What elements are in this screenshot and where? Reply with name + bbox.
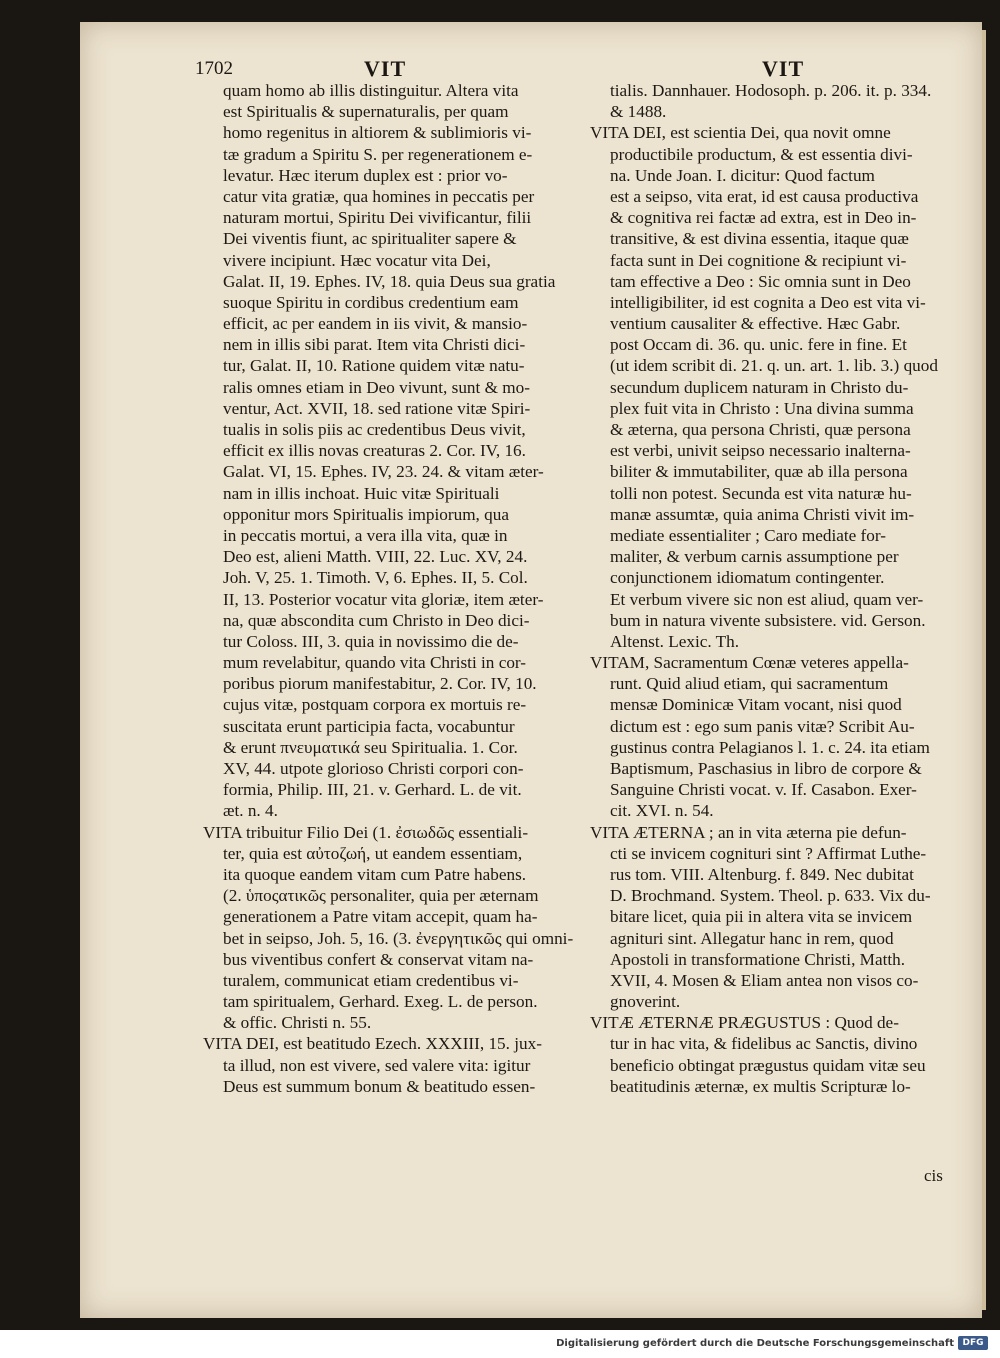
text-line: tæ gradum a Spiritu S. per regenerationem e- — [223, 144, 533, 164]
text-line: na, quæ absconditа cum Christo in Deo dici- — [223, 610, 530, 630]
text-line: efficit ex illis novas creaturas 2. Cor. IV, 16. — [223, 441, 526, 461]
text-line: secundum duplicem naturam in Christo du- — [610, 377, 909, 397]
text-line: & erunt πνευματικά seu Spiritualia. 1. Cor. — [223, 737, 518, 757]
text-line: bum in natura vivente subsistere. vid. Gerson. — [610, 610, 926, 630]
text-line: vivere incipiunt. Hæc vocatur vita Dei, — [223, 250, 491, 270]
text-line: manæ assumtæ, quia anima Christi vivit im- — [610, 504, 915, 524]
text-line: est verbi, univit seipso necessario inalterna- — [610, 441, 911, 461]
text-line: productibile productum, & est essentia divi- — [610, 144, 913, 164]
text-line: naturam mortui, Spiritu Dei vivificantur, filii — [223, 208, 532, 228]
text-line: cujus vitæ, postquam corpora ex mortuis re- — [223, 695, 527, 715]
text-line: beatitudinis æternæ, ex multis Scripturæ lo- — [610, 1076, 911, 1096]
text-line: homo regenitus in altiorem & sublimioris vi- — [223, 123, 532, 143]
text-line: ralis omnes etiam in Deo vivunt, sunt & mo- — [223, 377, 530, 397]
right-column — [590, 80, 962, 1097]
text-line: formia, Philip. III, 21. v. Gerhard. L. de vit. — [223, 780, 522, 800]
running-head-left: VIT — [364, 56, 407, 81]
dfg-logo-icon: DFG — [958, 1336, 988, 1350]
footer-credit: Digitalisierung gefördert durch die Deutsche Forschungsgemeinschaft — [556, 1338, 954, 1349]
text-line: facta sunt in Dei cognitione & recipiunt vi- — [610, 250, 907, 270]
text-line: II, 13. Posterior vocatur vita gloriæ, item æter- — [223, 589, 544, 609]
text-line: turalem, communicat etiam credentibus vi- — [223, 970, 519, 990]
text-line: Deo est, alieni Matth. VIII, 22. Luc. XV, 24. — [223, 547, 528, 567]
text-line: VITA ÆTERNA ; an in vita æterna pie defun- — [590, 822, 907, 842]
catchword: cis — [924, 1166, 943, 1185]
text-line: cti se invicem cognituri sint ? Affirmat Luthe- — [610, 843, 927, 863]
digitization-footer — [0, 1330, 1000, 1358]
text-line: cit. XVI. n. 54. — [610, 801, 714, 821]
text-line: in peccatis mortui, a vera illa vita, quæ in — [223, 525, 508, 545]
text-line: est Spiritualis & supernaturalis, per quam — [223, 102, 509, 122]
text-line: VITAM, Sacramentum Cœnæ veteres appella- — [590, 653, 909, 673]
text-line: VITA DEI, est scientia Dei, qua novit omne — [590, 123, 891, 143]
text-line: intelligibiliter, id est cognita a Deo est vita vi- — [610, 292, 926, 312]
text-line: tialis. Dannhauer. Hodosoph. p. 206. it. p. 334. — [610, 81, 932, 100]
text-line: ita quoque eandem vitam cum Patre habens. — [223, 864, 527, 884]
text-line: ter, quia est αὐτοζωή, ut eandem essentiam, — [223, 843, 523, 863]
text-line: tam effective a Deo : Sic omnia sunt in Deo — [610, 271, 911, 291]
text-line: tur in hac vita, & fidelibus ac Sanctis, divino — [610, 1034, 918, 1054]
text-line: æt. n. 4. — [223, 801, 278, 821]
text-line: suoque Spiritu in cordibus credentium eam — [223, 292, 519, 312]
text-line: ta illud, non est vivere, sed valere vita: igitur — [223, 1055, 531, 1075]
text-line: tolli non potest. Secunda est vita naturæ hu- — [610, 483, 912, 503]
text-line: (ut idem scribit di. 21. q. un. art. 1. lib. 3.) quod — [610, 356, 938, 376]
text-line: nem in illis sibi parat. Item vita Christi dici- — [223, 335, 526, 355]
text-line: Sanguine Christi vocat. v. If. Casabon. Exer- — [610, 780, 917, 800]
text-line: Galat. II, 19. Ephes. IV, 18. quia Deus sua gratia — [223, 271, 556, 291]
text-line: Apostoli in transformatione Christi, Matth. — [610, 949, 906, 969]
text-line: & offic. Christi n. 55. — [223, 1013, 372, 1033]
text-line: & æterna, qua persona Christi, quæ persona — [610, 420, 911, 439]
running-head-right: VIT — [762, 56, 805, 81]
text-line: Altenst. Lexic. Th. — [610, 631, 740, 651]
text-line: Joh. V, 25. 1. Timoth. V, 6. Ephes. II, 5. Col. — [223, 568, 528, 588]
text-line: ventur, Act. XVII, 18. sed ratione vitæ Spiri- — [223, 398, 531, 418]
text-line: Galat. VI, 15. Ephes. IV, 23. 24. & vitam æter- — [223, 462, 544, 482]
text-line: runt. Quid aliud etiam, qui sacramentum — [610, 674, 889, 694]
text-line: Baptismum, Paschasius in libro de corpore & — [610, 759, 922, 778]
text-line: tur Coloss. III, 3. quia in novissimo die de- — [223, 631, 519, 651]
text-line: conjunctionem idiomatum contingenter. — [610, 568, 885, 588]
text-line: tualis in solis piis ac credentibus Deus vivit, — [223, 420, 526, 439]
text-line: rus tom. VIII. Altenburg. f. 849. Nec dubitat — [610, 864, 914, 884]
text-line: VITÆ ÆTERNÆ PRÆGUSTUS : Quod de- — [590, 1013, 899, 1033]
text-line: nam in illis inchoat. Huic vitæ Spirituali — [223, 483, 500, 503]
text-line: opponitur mors Spiritualis impiorum, qua — [223, 504, 509, 524]
text-line: VITA tribuitur Filio Dei (1. ἐσιωδῶς essentiali- — [203, 822, 529, 842]
text-line: XV, 44. utpote glorioso Christi corpori con- — [223, 759, 524, 778]
text-line: mensæ Dominicæ Vitam vocant, nisi quod — [610, 695, 902, 715]
text-line: suscitata erunt participia facta, vocabuntur — [223, 716, 515, 736]
text-line: tam spiritualem, Gerhard. Exeg. L. de person. — [223, 992, 538, 1012]
text-line: & cognitiva rei factæ ad extra, est in Deo in- — [610, 208, 917, 228]
text-line: catur vita gratiæ, qua homines in peccatis per — [223, 186, 535, 206]
text-line: post Occam di. 36. qu. unic. fere in fine. Et — [610, 335, 907, 355]
text-line: transitive, & est divina essentia, itaque quæ — [610, 229, 909, 249]
text-line: & 1488. — [610, 102, 667, 122]
text-line: agnituri sint. Allegatur hanc in rem, quod — [610, 928, 894, 948]
text-line: na. Unde Joan. I. dicitur: Quod factum — [610, 165, 875, 185]
text-line: efficit, ac per eandem in iis vivit, & mansio- — [223, 314, 528, 334]
text-line: levatur. Hæc iterum duplex est : prior vo- — [223, 165, 508, 185]
text-line: mum revelabitur, quando vita Christi in cor- — [223, 653, 527, 673]
page-number: 1702 — [195, 58, 233, 79]
text-line: beneficio obtingat prægustus quidam vitæ seu — [610, 1055, 926, 1075]
text-line: bus viventibus confert & conservat vitam na- — [223, 949, 534, 969]
text-line: D. Brochmand. System. Theol. p. 633. Vix du- — [610, 886, 931, 906]
text-line: poribus piorum manifestabitur, 2. Cor. IV, 10. — [223, 674, 537, 694]
text-line: mediate essentialiter ; Caro mediate for- — [610, 525, 886, 545]
text-line: plex fuit vita in Christo : Una divina summa — [610, 398, 914, 418]
left-column — [203, 80, 573, 1097]
text-line: gustinus contra Pelagianos l. 1. c. 24. ita etiam — [610, 737, 930, 757]
text-line: quam homo ab illis distinguitur. Altera vita — [223, 81, 519, 100]
text-line: XVII, 4. Mosen & Eliam antea non visos co- — [610, 970, 919, 990]
text-line: ventium causaliter & effective. Hæc Gabr. — [610, 314, 901, 334]
text-line: Deus est summum bonum & beatitudo essen- — [223, 1076, 536, 1096]
text-line: bet in seipso, Joh. 5, 16. (3. ἐνεργητικῶς qui omni- — [223, 928, 573, 948]
text-line: Dei viventis fiunt, ac spiritualiter sapere & — [223, 229, 517, 249]
text-line: tur, Galat. II, 10. Ratione quidem vitæ natu- — [223, 356, 525, 376]
text-line: est a seipso, vita erat, id est causa productiva — [610, 186, 919, 206]
text-line: biliter & immutabiliter, quæ ab illa persona — [610, 462, 908, 482]
text-line: dictum est : ego sum panis vitæ? Scribit Au- — [610, 716, 915, 736]
text-line: (2. ὑποςατικῶς personaliter, quia per æternam — [223, 886, 539, 906]
text-line: VITA DEI, est beatitudo Ezech. XXXIII, 15. jux- — [203, 1034, 542, 1054]
text-line: generationem a Patre vitam accepit, quam ha- — [223, 907, 538, 927]
text-line: bitare licet, quia pii in altera vita se invicem — [610, 907, 913, 927]
text-line: maliter, & verbum carnis assumptione per — [610, 547, 899, 567]
text-line: Et verbum vivere sic non est aliud, quam ver- — [610, 589, 924, 609]
text-line: gnoverint. — [610, 992, 681, 1012]
